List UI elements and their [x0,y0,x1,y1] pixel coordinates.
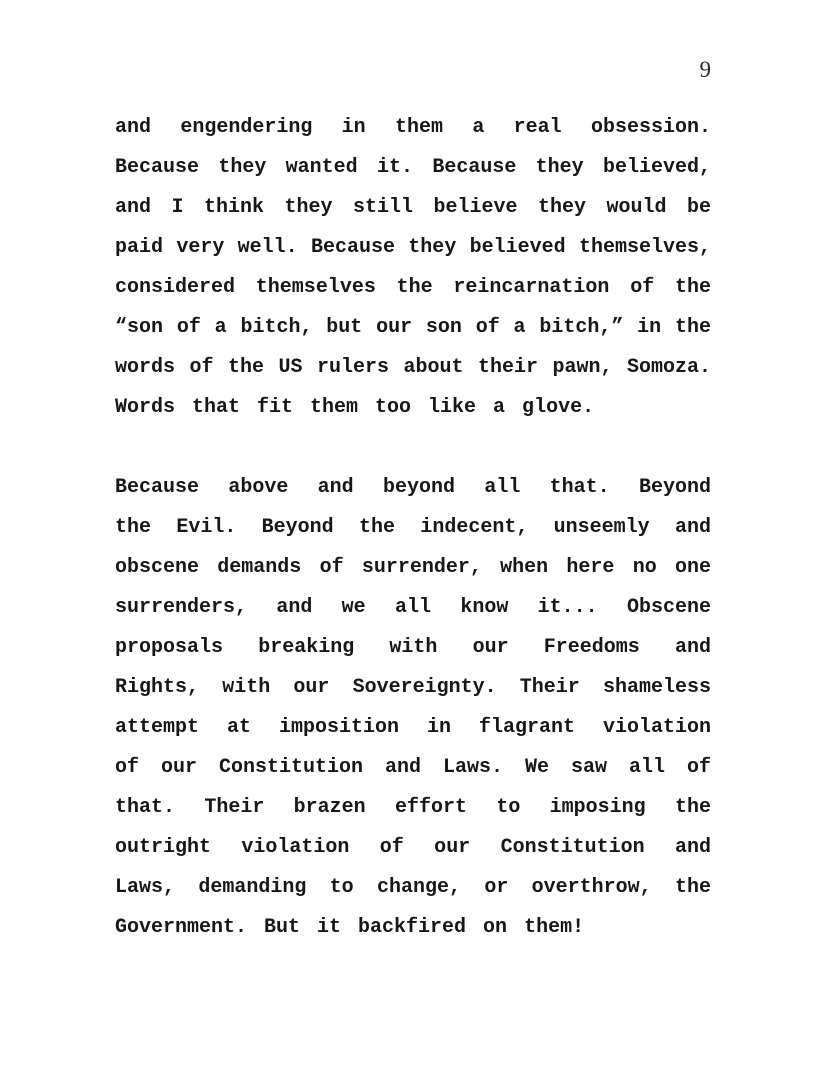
text-line: considered themselves the reincarnation of the [115,276,711,299]
text-line: and I think they still believe they would be [115,196,711,219]
text-line: Because they wanted it. Because they believed, [115,156,711,179]
page-number: 9 [699,57,711,82]
text-line: Laws, demanding to change, or overthrow, the [115,876,711,899]
text-line: Government. But it backfired on them! [115,916,585,939]
text-line: Words that fit them too like a glove. [115,396,595,419]
body-text [115,108,711,948]
text-line: Because above and beyond all that. Beyond [115,476,711,499]
text-line: obscene demands of surrender, when here no one [115,556,711,579]
text-line: proposals breaking with our Freedoms and [115,636,711,659]
text-line: words of the US rulers about their pawn, Somoza. [115,356,711,379]
text-line: surrenders, and we all know it... Obscene [115,596,711,619]
text-line: outright violation of our Constitution and [115,836,711,859]
paragraph [115,468,711,948]
text-line: of our Constitution and Laws. We saw all of [115,756,711,779]
text-line: the Evil. Beyond the indecent, unseemly and [115,516,711,539]
text-line: Rights, with our Sovereignty. Their shameless [115,676,711,699]
paragraph [115,108,711,428]
text-line: “son of a bitch, but our son of a bitch,” in the [115,316,711,339]
text-line: that. Their brazen effort to imposing the [115,796,711,819]
text-line: attempt at imposition in flagrant violation [115,716,711,739]
text-line: and engendering in them a real obsession. [115,116,711,139]
text-line: paid very well. Because they believed themselves, [115,236,711,259]
